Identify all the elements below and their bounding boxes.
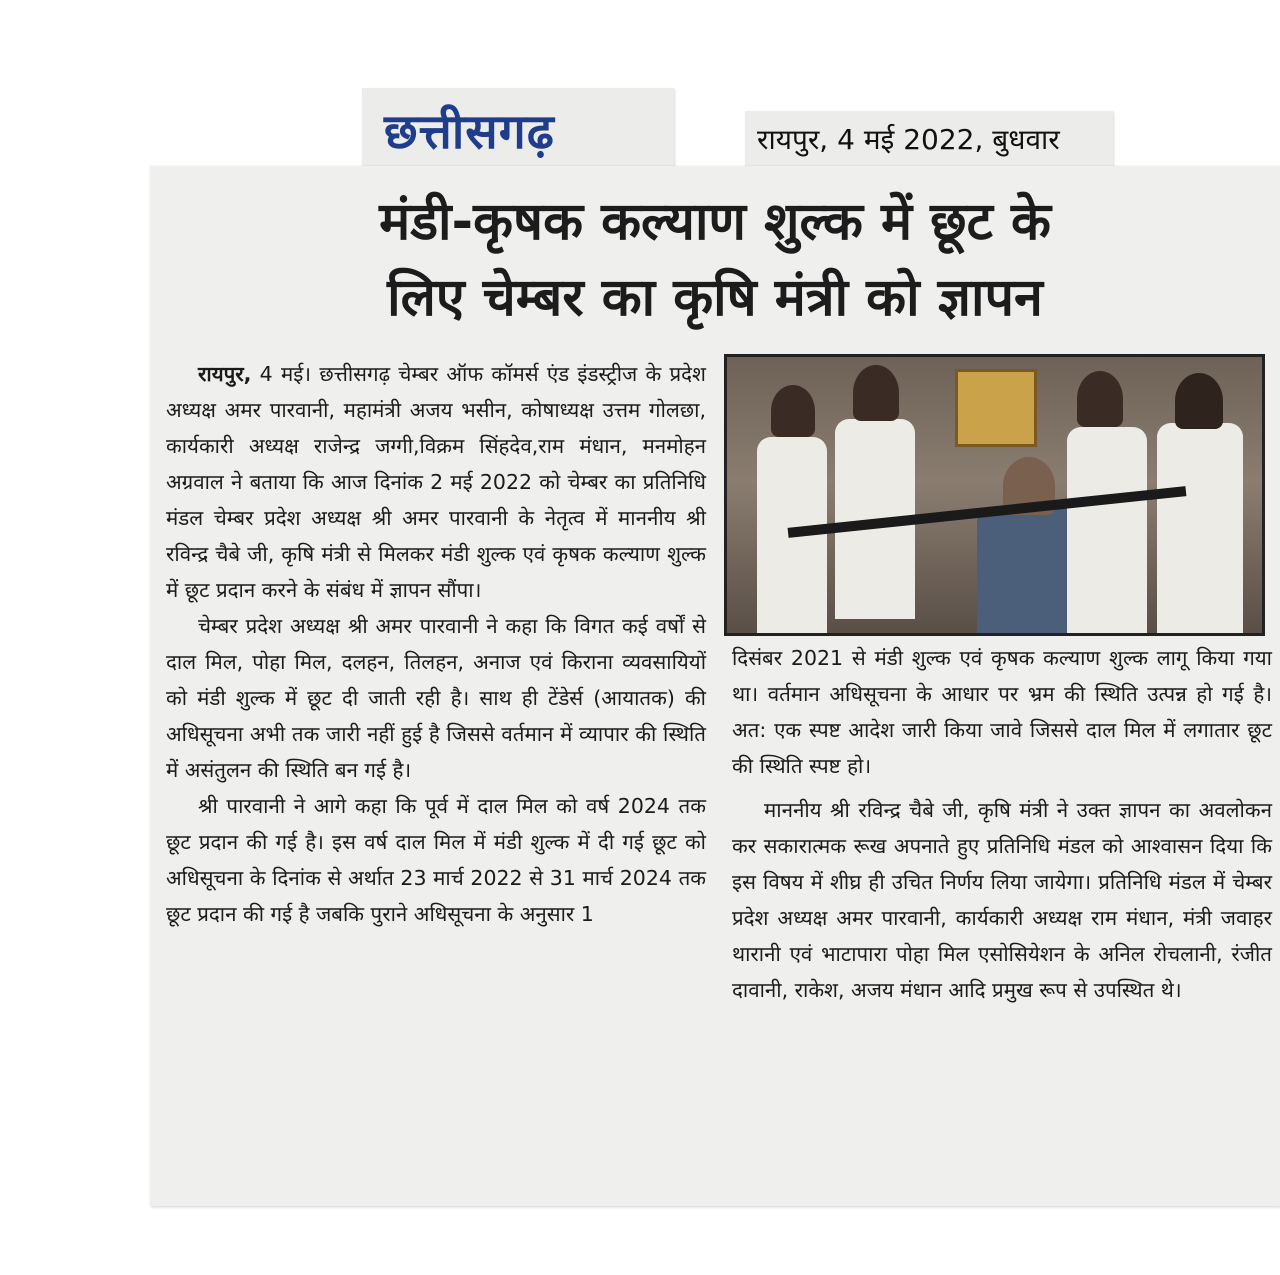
masthead: [362, 88, 674, 176]
person-3-head: [1077, 371, 1123, 427]
paragraph-3: श्री पारवानी ने आगे कहा कि पूर्व में दाल मिल को वर्ष 2024 तक छूट प्रदान की गई है। इस वर्ष दाल मिल में मंडी शुल्क में दी गई छूट को अधिसूचना के दिनांक से अर्थात 23 मार्च 2022 से 31 मार्च 2024 तक छूट प्रदान की गई है जबकि पुराने अधिसूचना के अनुसार 1: [166, 794, 706, 926]
lead-dateline: रायपुर,: [198, 362, 252, 386]
dateline: रायपुर, 4 मई 2022, बुधवार: [757, 123, 1060, 156]
person-3: [1067, 427, 1147, 636]
news-photo: [724, 354, 1265, 636]
article: [150, 166, 1280, 1206]
person-4: [1157, 423, 1243, 636]
paragraph-4: दिसंबर 2021 से मंडी शुल्क एवं कृषक कल्याण शुल्क लागू किया गया था। वर्तमान अधिसूचना के आधार पर भ्रम की स्थिति उत्पन्न हो गई है। अत: एक स्पष्ट आदेश जारी किया जावे जिससे दाल मिल में लगातार छूट की स्थिति स्पष्ट हो।: [732, 646, 1272, 778]
paragraph-1: [166, 356, 706, 608]
headline-line-1: मंडी-कृषक कल्याण शुल्क में छूट के: [379, 192, 1051, 252]
left-column: [166, 356, 706, 932]
wall-portrait: [955, 369, 1037, 447]
dateline-box: [745, 111, 1113, 169]
headline: [150, 184, 1280, 336]
paragraph-1-text: छत्तीसगढ़ चेम्बर ऑफ कॉमर्स एंड इंडस्ट्रीज के प्रदेश अध्यक्ष अमर पारवानी, महामंत्री अजय भसीन, कोषाध्यक्ष उत्तम गोलछा, कार्यकारी अध्यक्ष राजेन्द्र जग्गी,विक्रम सिंहदेव,राम मंधान, मनमोहन अग्रवाल ने बताया कि आज दिनांक 2 मई 2022 को चेम्बर का प्रतिनिधि मंडल चेम्बर प्रदेश अध्यक्ष श्री अमर पारवानी के नेतृत्व में माननीय श्री रविन्द्र चैबे जी, कृषि मंत्री से मिलकर मंडी शुल्क एवं कृषक कल्याण शुल्क में छूट प्रदान करने के संबंध में ज्ञापन सौंपा।: [166, 362, 706, 602]
right-column: [732, 640, 1272, 1008]
person-2-head: [853, 365, 899, 421]
person-4-head: [1175, 373, 1223, 429]
paragraph-5: माननीय श्री रविन्द्र चैबे जी, कृषि मंत्री ने उक्त ज्ञापन का अवलोकन कर सकारात्मक रूख अपनाते हुए प्रतिनिधि मंडल को आश्वासन दिया कि इस विषय में शीघ्र ही उचित निर्णय लिया जायेगा। प्रतिनिधि मंडल में चेम्बर प्रदेश अध्यक्ष अमर पारवानी, कार्यकारी अध्यक्ष राम मंधान, मंत्री जवाहर थारानी एवं भाटापारा पोहा मिल एसोसियेशन के अनिल रोचलानी, रंजीत दावानी, राकेश, अजय मंधान आदि प्रमुख रूप से उपस्थित थे।: [732, 798, 1272, 1002]
lead-date: 4 मई।: [259, 362, 312, 386]
paragraph-2: चेम्बर प्रदेश अध्यक्ष श्री अमर पारवानी ने कहा कि विगत कई वर्षों से दाल मिल, पोहा मिल, दलहन, तिलहन, अनाज एवं किराना व्यवसायियों को मंडी शुल्क में छूट दी जाती रही है। साथ ही टेंडेर्स (आयातक) की अधिसूचना अभी तक जारी नहीं हुई है जिससे वर्तमान में व्यापार की स्थिति में असंतुलन की स्थिति बन गई है।: [166, 614, 706, 782]
masthead-title: छत्तीसगढ़: [384, 104, 555, 160]
headline-line-2: लिए चेम्बर का कृषि मंत्री को ज्ञापन: [387, 268, 1043, 328]
person-1-head: [771, 385, 815, 437]
